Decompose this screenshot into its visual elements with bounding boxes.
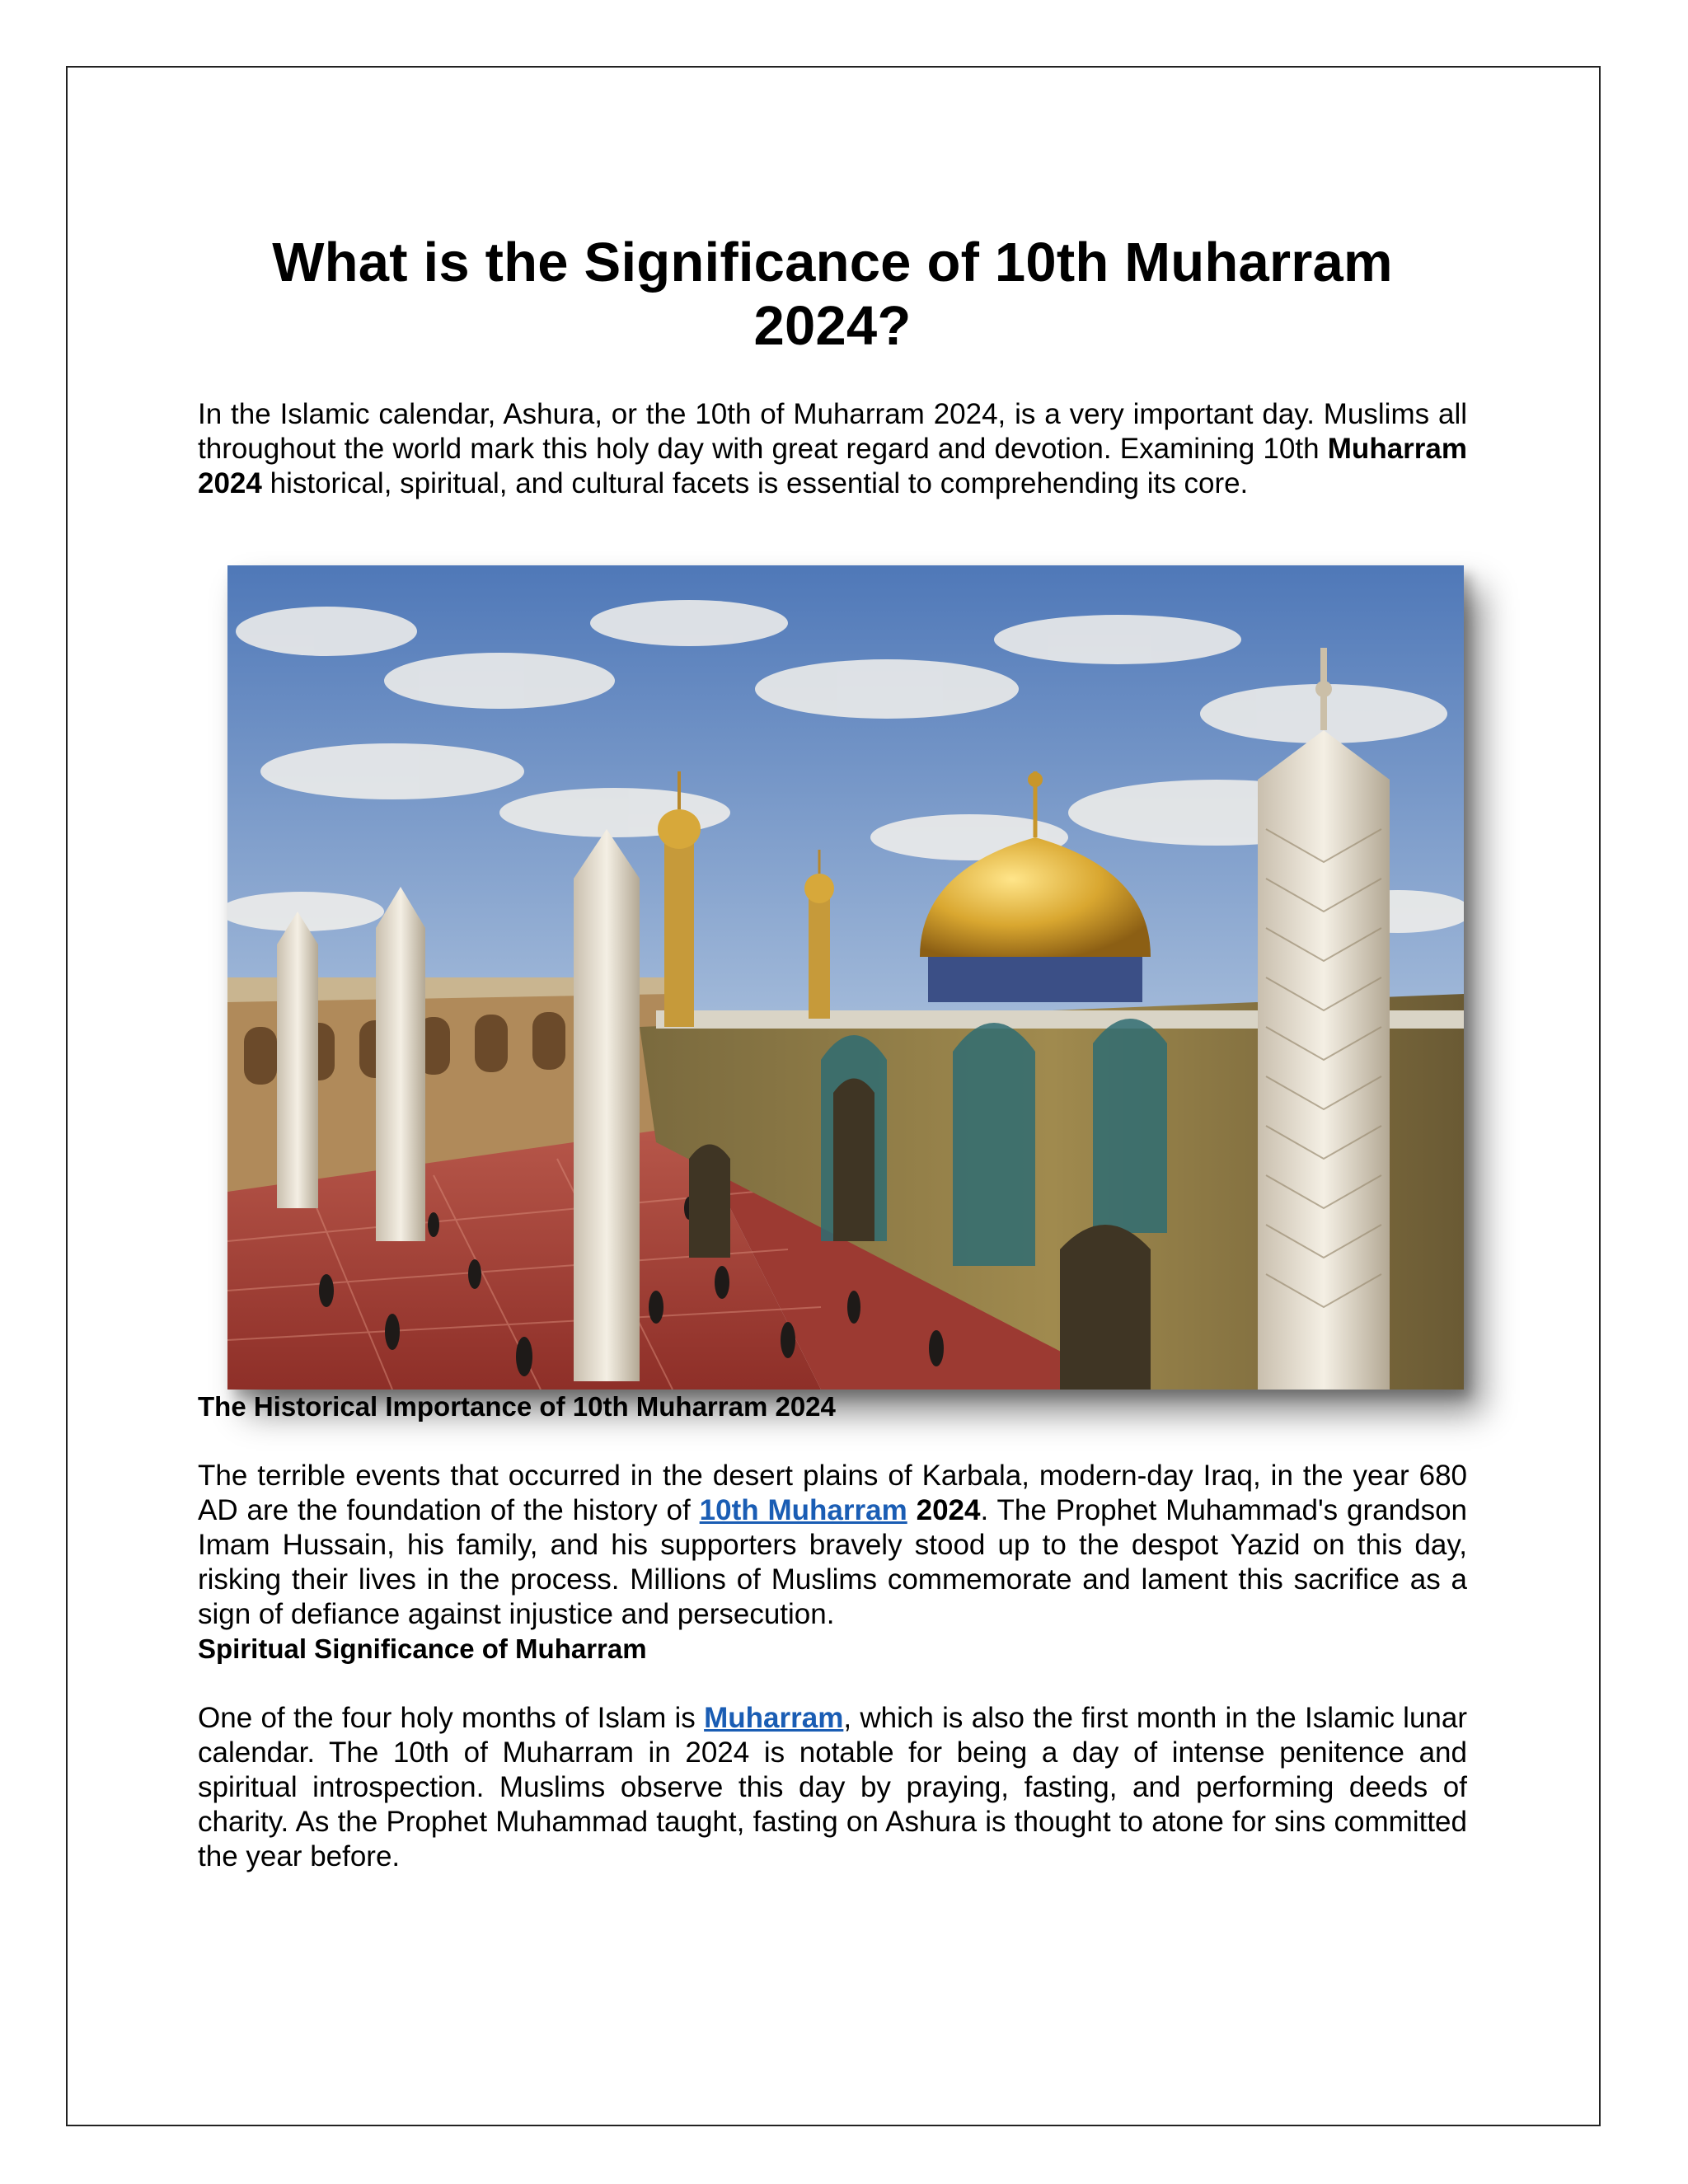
intro-bold: Muharram 2024 (198, 433, 1467, 500)
intro-text-2: historical, spiritual, and cultural facets is essential to comprehending its core. (261, 467, 1249, 500)
intro-paragraph (198, 397, 1467, 501)
spiritual-paragraph (198, 1701, 1467, 1874)
historical-bold-year: 2024 (916, 1494, 981, 1527)
historical-heading: The Historical Importance of 10th Muharram 2024 (198, 1391, 836, 1422)
link-10th-muharram[interactable]: 10th Muharram (699, 1494, 907, 1527)
historical-text-1: The terrible events that occurred in the desert plains of Karbala, modern-day Iraq, in the year 680 AD are the foundation of the history of (198, 1460, 1467, 1527)
document-body (198, 231, 1467, 1874)
shrine-photo (227, 565, 1464, 1390)
historical-text-2: . The Prophet Muhammad's grandson Imam Hussain, his family, and his supporters bravely stood up to the despot Yazid on this day, risking their lives in the process. Millions of Muslims commemorate and lament this sacrifice as a sign of defiance against injustice and persecution. (198, 1494, 1467, 1631)
spiritual-text-1: One of the four holy months of Islam is (198, 1702, 705, 1735)
page-title: What is the Significance of 10th Muharram 2024? (272, 232, 1393, 358)
historical-paragraph (198, 1459, 1467, 1632)
intro-text-1: In the Islamic calendar, Ashura, or the 10th of Muharram 2024, is a very important day. Muslims all throughout the world mark this holy day with great regard and devotion. Examining 10th (198, 398, 1467, 466)
historical-text-space (907, 1494, 917, 1526)
spiritual-text-2: , which is also the first month in the Islamic lunar calendar. The 10th of Muharram in 2024 is notable for being a day of intense penitence and spiritual introspection. Muslims observe this day by praying, fasting, and performing deeds of charity. As the Prophet Muhammad taught, fasting on Ashura is thought to atone for sins committed the year before. (198, 1702, 1468, 1873)
shrine-photo-icon (227, 565, 1464, 1390)
link-muharram[interactable]: Muharram (704, 1702, 844, 1735)
spiritual-heading: Spiritual Significance of Muharram (198, 1633, 647, 1665)
